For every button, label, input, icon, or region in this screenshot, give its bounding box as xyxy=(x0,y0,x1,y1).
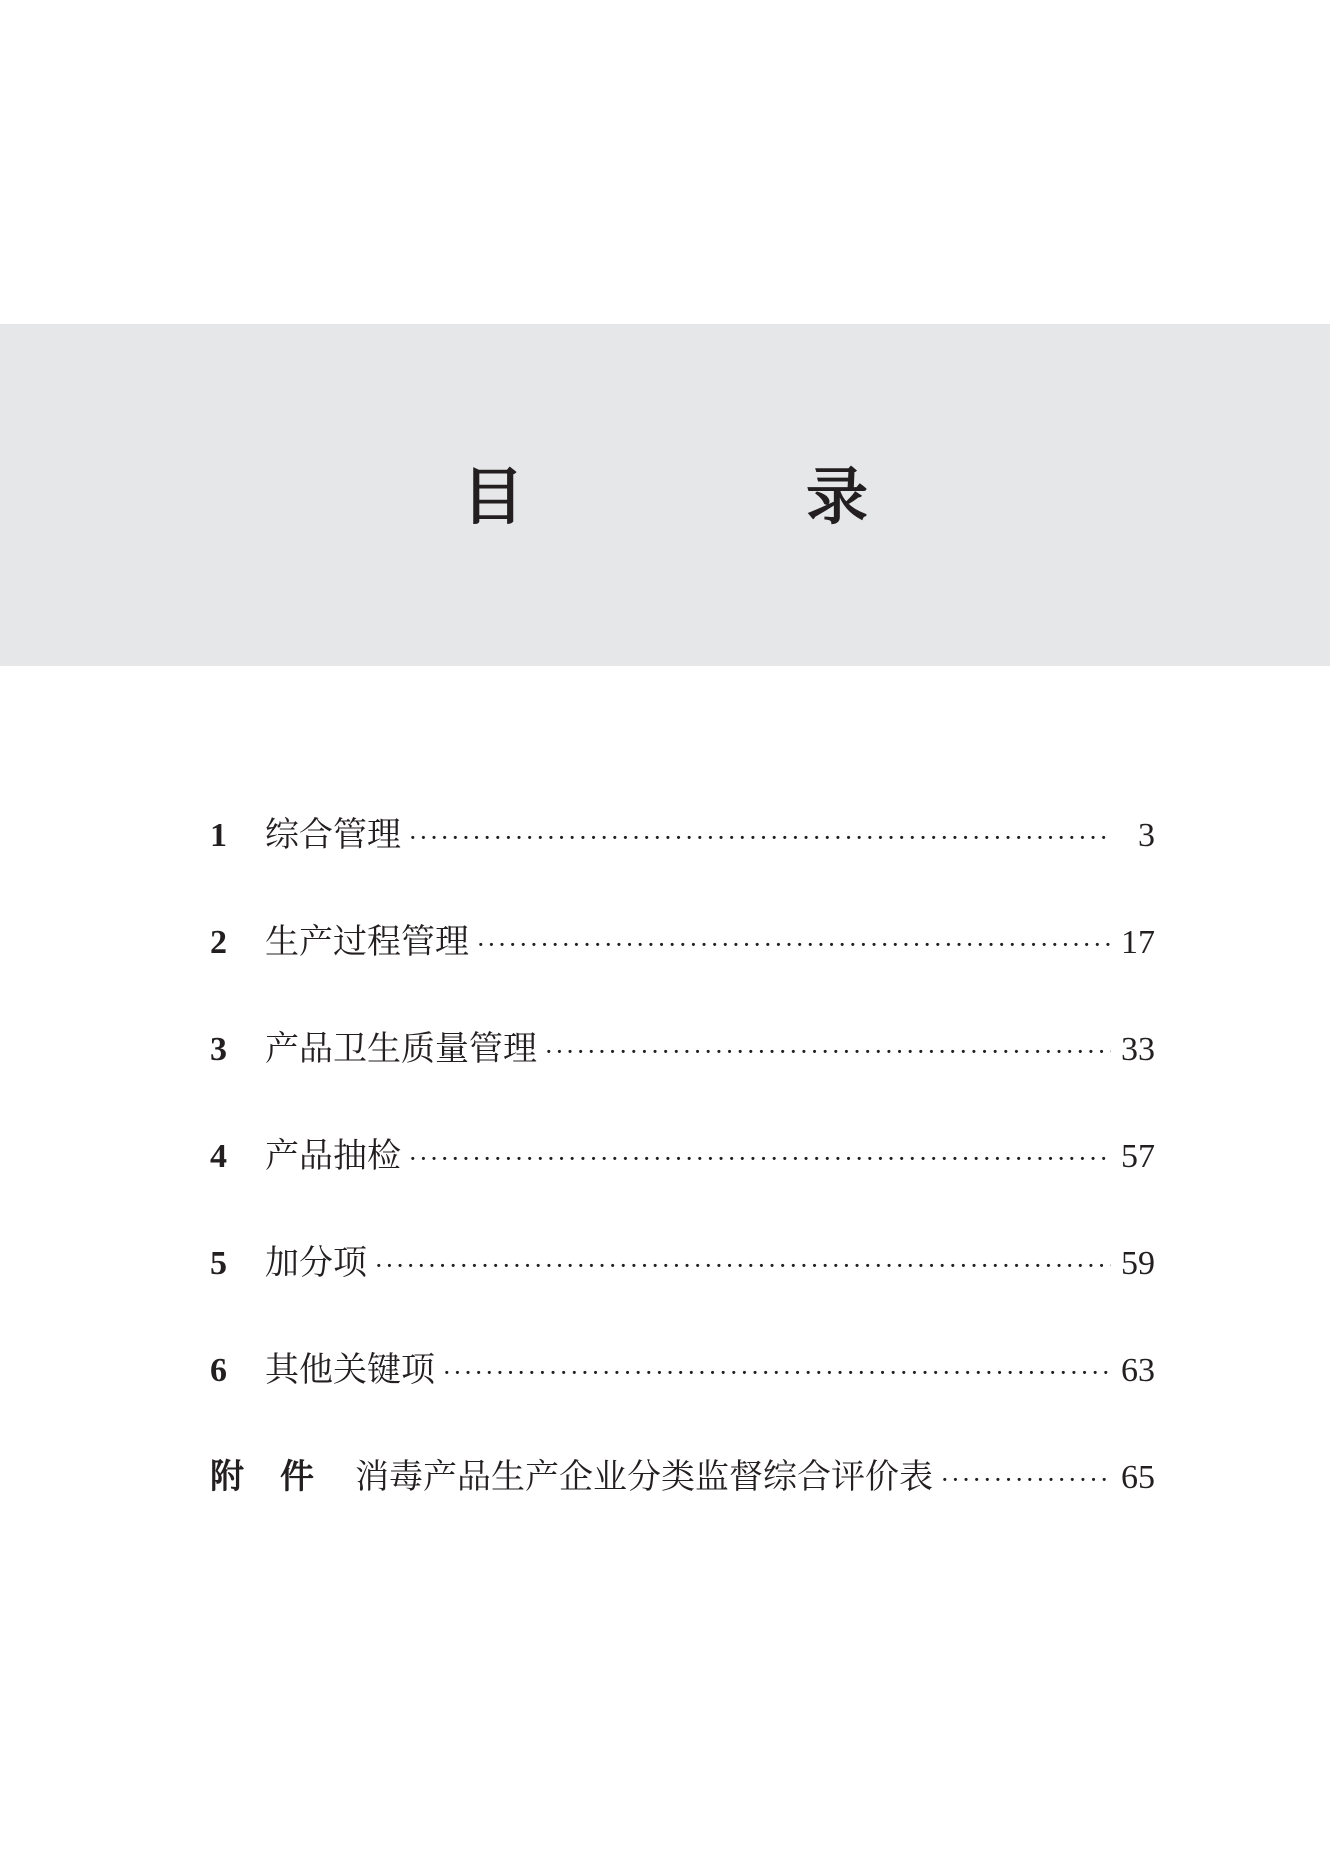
toc-entry-page: 63 xyxy=(1121,1352,1155,1389)
table-of-contents xyxy=(210,810,1155,1559)
toc-entry-page: 17 xyxy=(1121,924,1155,961)
toc-leader-dots xyxy=(477,920,1111,970)
toc-leader-dots xyxy=(545,1027,1111,1077)
appendix-label: 附件 xyxy=(210,1457,350,1497)
toc-entry-2[interactable] xyxy=(210,917,1155,1024)
toc-entry-title: 生产过程管理 xyxy=(265,922,469,962)
toc-entry-page: 57 xyxy=(1121,1138,1155,1175)
toc-entry-title: 加分项 xyxy=(265,1243,367,1283)
toc-entry-page: 33 xyxy=(1121,1031,1155,1068)
toc-entry-title: 产品卫生质量管理 xyxy=(265,1029,537,1069)
toc-entry-page: 65 xyxy=(1121,1459,1155,1496)
toc-entry-page: 59 xyxy=(1121,1245,1155,1282)
toc-entry-number: 6 xyxy=(210,1352,227,1389)
toc-entry-number: 5 xyxy=(210,1245,227,1282)
toc-leader-dots xyxy=(443,1348,1111,1398)
toc-entry-5[interactable] xyxy=(210,1238,1155,1345)
page-title: 目 录 xyxy=(461,460,978,533)
toc-entry-title: 产品抽检 xyxy=(265,1136,401,1176)
toc-leader-dots xyxy=(941,1455,1111,1505)
toc-entry-page: 3 xyxy=(1138,817,1155,854)
toc-entry-title: 其他关键项 xyxy=(265,1350,435,1390)
toc-entry-number: 4 xyxy=(210,1138,227,1175)
toc-entry-4[interactable] xyxy=(210,1131,1155,1238)
toc-entry-number: 3 xyxy=(210,1031,227,1068)
toc-entry-title: 综合管理 xyxy=(265,815,401,855)
toc-entry-number: 2 xyxy=(210,924,227,961)
toc-leader-dots xyxy=(409,813,1111,863)
toc-leader-dots xyxy=(409,1134,1111,1184)
toc-leader-dots xyxy=(375,1241,1111,1291)
toc-entry-1[interactable] xyxy=(210,810,1155,917)
toc-entry-3[interactable] xyxy=(210,1024,1155,1131)
toc-entry-6[interactable] xyxy=(210,1345,1155,1452)
toc-entry-title: 消毒产品生产企业分类监督综合评价表 xyxy=(355,1457,933,1497)
toc-entry-number: 1 xyxy=(210,817,227,854)
toc-entry-appendix[interactable] xyxy=(210,1452,1155,1559)
